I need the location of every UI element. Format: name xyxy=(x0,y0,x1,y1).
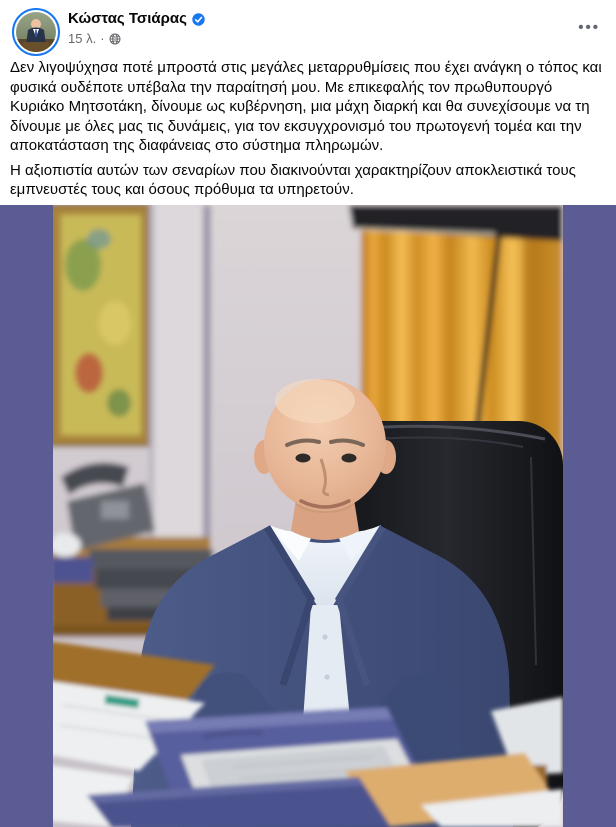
post-photo[interactable] xyxy=(0,205,616,827)
header-text xyxy=(68,8,602,46)
author-name-row xyxy=(68,9,602,28)
post-text xyxy=(0,52,616,200)
post-header xyxy=(0,0,616,52)
photo-scene xyxy=(53,205,563,827)
timestamp[interactable] xyxy=(68,31,602,46)
post-paragraph: Δεν λιγοψύχησα ποτέ μπροστά στις μεγάλες μεταρρυθμίσεις που έχει ανάγκη ο τόπος και φυσικά ουδέποτε υπέβαλα την παραίτησή μου. Με επικεφαλής τον πρωθυπουργό Κυριάκο Μητσοτάκη, δίνουμε ως κυβέρνηση, μια μάχη διαρκή και θα συνεχίσουμε να τη δίνουμε με όλες μας τις δυνάμεις, για τον εκσυγχρονισμό του πρωτογενή τομέα και την αποκατάσταση της διαφάνειας στο σύστημα πληρωμών. xyxy=(10,59,602,154)
desk-object xyxy=(53,557,93,583)
timestamp-text: 15 λ. xyxy=(68,31,97,46)
author-name[interactable]: Κώστας Τσιάρας xyxy=(68,10,187,27)
avatar[interactable] xyxy=(12,8,60,56)
avatar-photo xyxy=(16,12,56,52)
meta-separator: · xyxy=(100,31,105,46)
globe-icon xyxy=(109,33,121,45)
verified-badge-icon xyxy=(192,13,205,26)
more-options-button[interactable]: ••• xyxy=(574,14,604,41)
post-paragraph: Η αξιοπιστία αυτών των σεναρίων που διακινούνται χαρακτηρίζουν αποκλειστικά τους εμπνευστές τους και όσους πρόθυμα τα υπηρετούν. xyxy=(10,161,576,198)
framed-painting xyxy=(53,205,149,445)
